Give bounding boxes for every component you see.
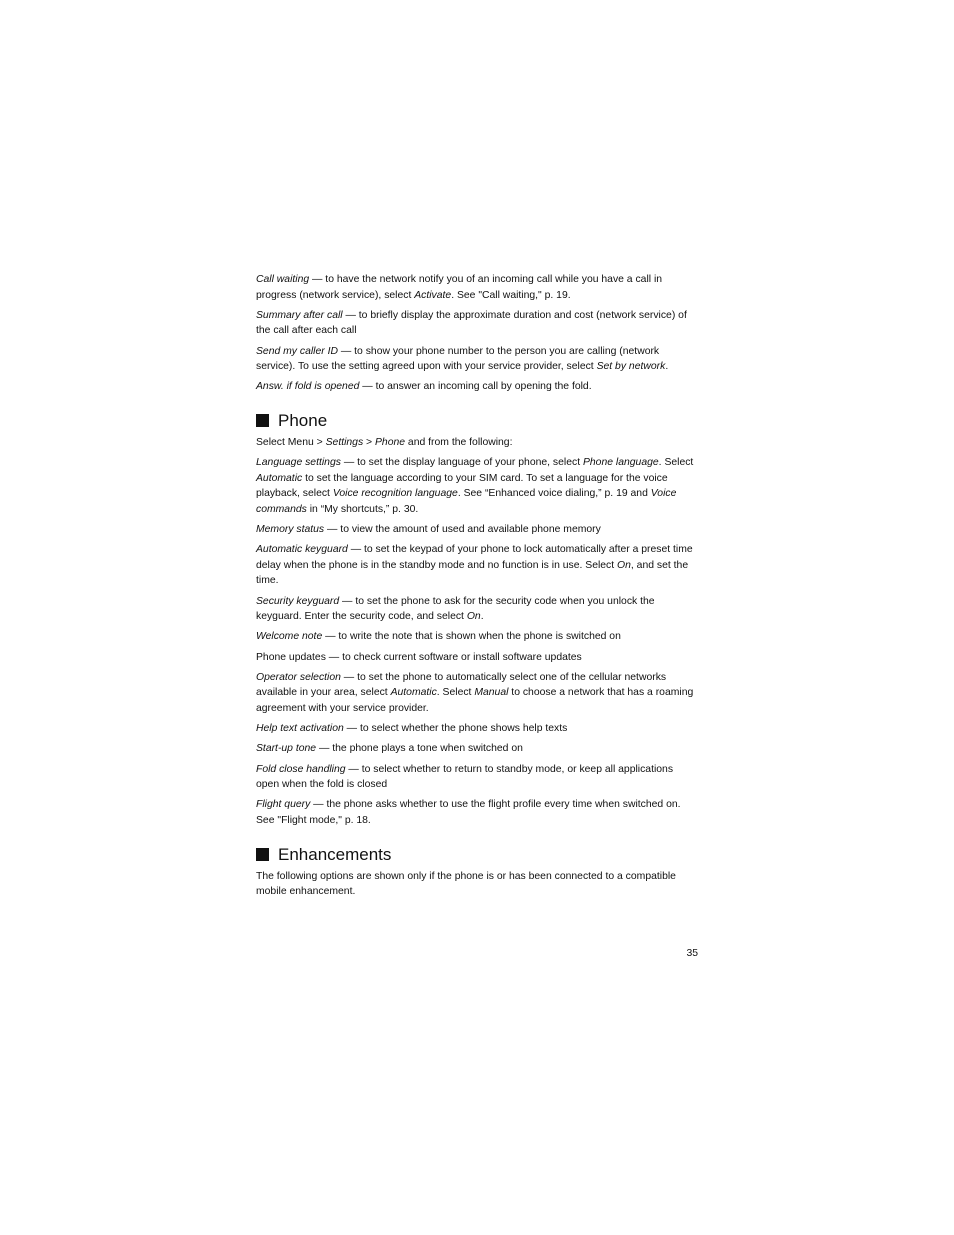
term-fold-close-handling: Fold close handling — [256, 763, 346, 775]
phone-intro — [256, 435, 699, 451]
enhancements-heading — [256, 845, 699, 865]
phone-heading-text: Phone — [278, 410, 328, 430]
security-text: . — [480, 611, 484, 623]
language-text: — to set the display language of your phone, select — [340, 457, 583, 469]
section-square-icon — [256, 848, 269, 861]
option-manual: Manual — [474, 687, 509, 699]
call-waiting-item — [256, 272, 699, 303]
term-welcome-note: Welcome note — [256, 631, 323, 643]
operator-text: to choose a network that has a roaming agreement with your service provider. — [256, 687, 694, 714]
phone-label: Phone — [375, 436, 406, 448]
option-voice-commands: Voice commands — [256, 488, 677, 515]
term-startup-tone: Start-up tone — [256, 743, 317, 755]
option-automatic: Automatic — [256, 472, 303, 484]
welcome-note-item — [256, 629, 699, 645]
summary-after-call-desc: — to briefly display the approximate duration and cost (network service) of the call after each call — [256, 309, 687, 337]
option-activate: Activate — [414, 289, 452, 301]
language-settings-item — [256, 455, 699, 517]
manual-page-content — [256, 272, 699, 904]
startup-tone-item — [256, 741, 699, 757]
help-text-desc: — to select whether the phone shows help texts — [343, 723, 568, 735]
intro-text: Select — [256, 436, 288, 448]
option-phone-language: Phone language — [582, 457, 659, 469]
option-on: On — [466, 611, 481, 623]
call-waiting-ref: . See "Call waiting," p. 19. — [451, 289, 571, 301]
keyguard-text: , and set the time. — [256, 559, 689, 587]
term-help-text-activation: Help text activation — [256, 723, 344, 735]
operator-selection-item — [256, 670, 699, 717]
operator-text: . Select — [436, 687, 475, 699]
language-text: . Select — [658, 457, 694, 469]
section-square-icon — [256, 414, 269, 427]
memory-status-item — [256, 522, 699, 538]
term-operator-selection: Operator selection — [256, 671, 341, 683]
keyguard-text: — to set the keypad of your phone to lock automatically after a preset time delay when the phone is in the standby mode and no function is in use. Select — [256, 544, 693, 571]
phone-updates-item: Phone updates — to check current software or install software updates — [256, 651, 582, 663]
term-automatic-keyguard: Automatic keyguard — [256, 544, 348, 556]
term-language-settings: Language settings — [256, 457, 341, 469]
separator: > — [363, 436, 375, 448]
answer-fold-item — [256, 379, 699, 395]
send-caller-id-end: . — [665, 361, 669, 373]
intro-end: and from the following: — [405, 436, 513, 448]
language-text: in “My shortcuts,” p. 30. — [306, 503, 419, 515]
term-memory-status: Memory status — [256, 524, 325, 536]
startup-tone-desc: — the phone plays a tone when switched on — [316, 743, 523, 755]
answer-fold-desc: — to answer an incoming call by opening the fold. — [359, 381, 592, 393]
welcome-note-desc: — to write the note that is shown when the phone is switched on — [322, 631, 621, 643]
term-summary-after-call: Summary after call — [256, 309, 343, 321]
term-flight-query: Flight query — [256, 799, 311, 811]
fold-close-desc: — to select whether to return to standby mode, or keep all applications open when the fold is closed — [256, 763, 674, 791]
option-on: On — [617, 559, 631, 571]
fold-close-item — [256, 762, 699, 793]
memory-status-desc: — to view the amount of used and available phone memory — [324, 524, 601, 536]
term-security-keyguard: Security keyguard — [256, 595, 340, 607]
flight-query-item — [256, 797, 699, 828]
separator: > — [313, 436, 326, 448]
send-caller-id-item — [256, 344, 699, 375]
term-send-caller-id: Send my caller ID — [256, 345, 338, 357]
term-answer-fold: Answ. if fold is opened — [256, 381, 360, 393]
phone-heading — [256, 411, 699, 431]
page-number: 35 — [686, 948, 698, 959]
option-automatic: Automatic — [390, 687, 437, 699]
enhancements-intro: The following options are shown only if the phone is or has been connected to a compatible mobile enhancement. — [256, 870, 676, 898]
option-set-by-network: Set by network — [596, 361, 666, 373]
settings-label: Settings — [325, 436, 364, 448]
operator-text: — to set the phone to automatically select one of the cellular networks available in your area, select — [256, 671, 667, 699]
send-caller-id-desc: — to show your phone number to the person you are calling (network service). To use the setting agreed upon with your service provider, select — [256, 345, 660, 373]
language-text: . See “Enhanced voice dialing,” p. 19 and — [457, 488, 651, 500]
help-text-item — [256, 721, 699, 737]
call-waiting-desc: — to have the network notify you of an incoming call while you have a call in progress (network service), select — [256, 274, 663, 301]
option-voice-recognition-language: Voice recognition language — [332, 488, 458, 500]
security-keyguard-item — [256, 594, 699, 625]
menu-label: Menu — [287, 436, 314, 448]
language-text: to set the language according to your SIM card. To set a language for the voice playback, select — [256, 472, 668, 500]
enhancements-heading-text: Enhancements — [278, 844, 392, 864]
term-call-waiting: Call waiting — [256, 274, 310, 285]
flight-query-desc: — the phone asks whether to use the flight profile every time when switched on. See "Flight mode," p. 18. — [256, 799, 681, 826]
security-text: — to set the phone to ask for the security code when you unlock the keyguard. Enter the security code, and select — [256, 595, 655, 623]
automatic-keyguard-item — [256, 542, 699, 589]
summary-after-call-item — [256, 308, 699, 339]
